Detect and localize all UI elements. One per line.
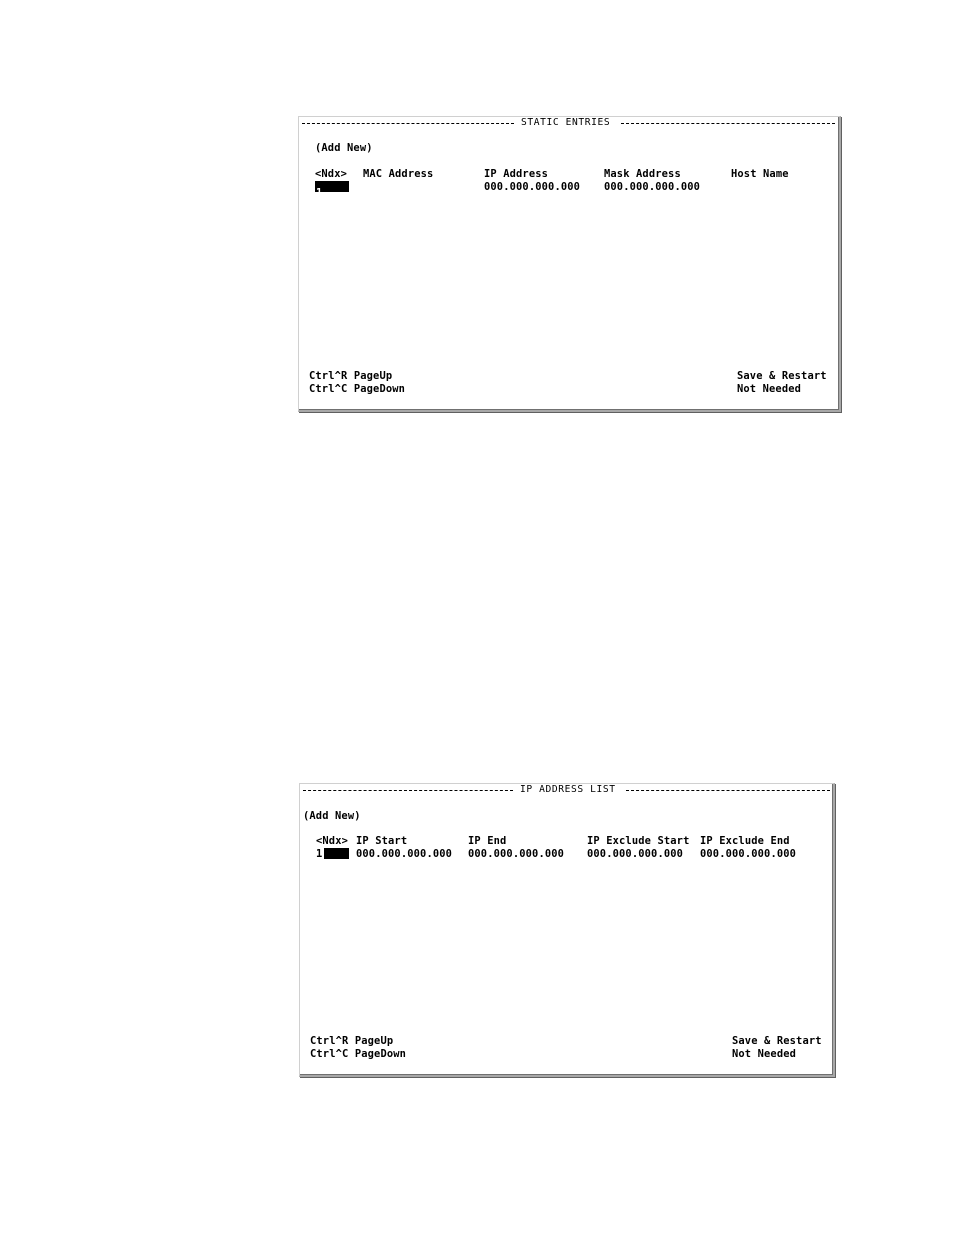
column-header-ip-start: IP Start (356, 835, 408, 847)
column-header-mask-address: Mask Address (604, 168, 681, 180)
column-header-ip-address: IP Address (484, 168, 549, 180)
row-ip-start[interactable]: 000.000.000.000 (356, 848, 453, 860)
page-down-hint: Ctrl^C PageDown (309, 383, 406, 395)
column-header-ndx: <Ndx> (316, 835, 349, 847)
title-rule-left (302, 123, 514, 124)
save-restart-status: Not Needed (732, 1048, 797, 1060)
page-up-hint: Ctrl^R PageUp (310, 1035, 394, 1047)
title-rule-left (303, 790, 513, 791)
save-restart-status: Not Needed (737, 383, 802, 395)
row-ip-address[interactable]: 000.000.000.000 (484, 181, 581, 193)
ip-address-list-frame (300, 784, 833, 1075)
column-header-ip-exclude-end: IP Exclude End (700, 835, 790, 847)
index-cursor-field[interactable] (315, 181, 349, 199)
page-down-hint: Ctrl^C PageDown (310, 1048, 407, 1060)
column-header-ip-end: IP End (468, 835, 507, 847)
static-entries-title: STATIC ENTRIES (521, 117, 611, 128)
title-rule-right (626, 790, 830, 791)
row-ip-end[interactable]: 000.000.000.000 (468, 848, 565, 860)
title-rule-right (621, 123, 835, 124)
static-entries-frame (299, 117, 839, 410)
column-header-ndx: <Ndx> (315, 168, 348, 180)
ip-address-list-title: IP ADDRESS LIST (520, 784, 616, 795)
static-entries-screen (298, 116, 841, 412)
page-up-hint: Ctrl^R PageUp (309, 370, 393, 382)
save-restart-label: Save & Restart (732, 1035, 822, 1047)
add-new-link[interactable]: (Add New) (315, 142, 373, 154)
row-mask-address[interactable]: 000.000.000.000 (604, 181, 701, 193)
column-header-ip-exclude-start: IP Exclude Start (587, 835, 690, 847)
row-index: 1 (316, 848, 323, 860)
add-new-link[interactable]: (Add New) (303, 810, 361, 822)
ip-address-list-screen (299, 783, 835, 1077)
column-header-host-name: Host Name (731, 168, 789, 180)
index-cursor-field[interactable] (324, 848, 349, 859)
save-restart-label: Save & Restart (737, 370, 827, 382)
row-index: 1 (316, 187, 323, 199)
row-ip-exclude-end[interactable]: 000.000.000.000 (700, 848, 797, 860)
column-header-mac-address: MAC Address (363, 168, 434, 180)
row-ip-exclude-start[interactable]: 000.000.000.000 (587, 848, 684, 860)
